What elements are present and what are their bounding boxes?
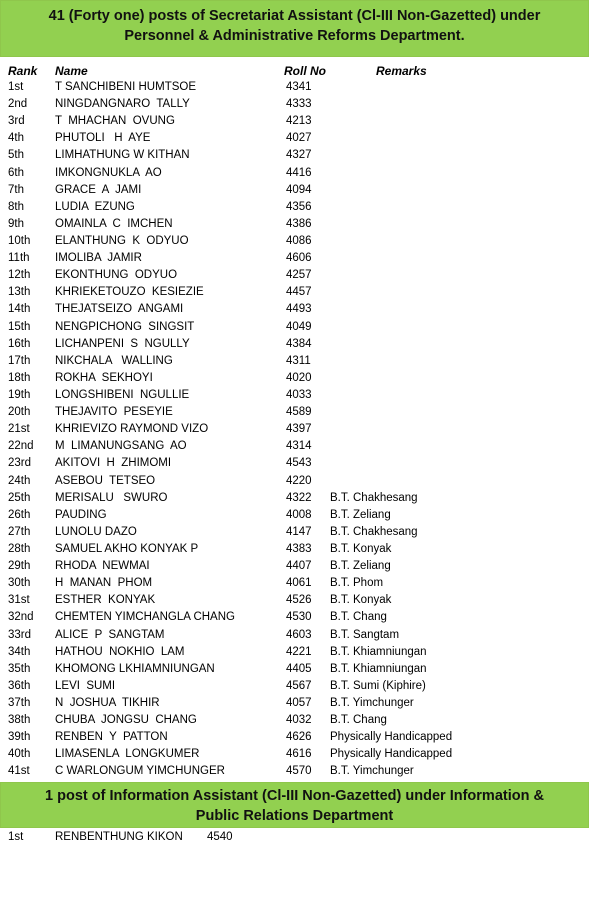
rank-cell: 36th [8, 679, 31, 692]
roll-no-cell: 4386 [286, 217, 312, 230]
name-cell: C WARLONGUM YIMCHUNGER [55, 765, 225, 778]
column-header-remarks: Remarks [376, 64, 427, 78]
name-cell: ESTHER KONYAK [55, 594, 156, 607]
rank-cell: 10th [8, 234, 31, 247]
table-row [0, 592, 591, 609]
rank-cell: 5th [8, 149, 24, 162]
table-row [0, 524, 591, 541]
table-row [0, 541, 591, 558]
roll-no-cell: 4356 [286, 200, 312, 213]
roll-no-cell: 4407 [286, 560, 312, 573]
name-cell: AKITOVI H ZHIMOMI [55, 457, 172, 470]
table-row [0, 695, 591, 712]
table-row [0, 438, 591, 455]
roll-no-cell: 4543 [286, 457, 312, 470]
name-cell: KHRIEKETOUZO KESIEZIE [55, 286, 204, 299]
roll-no-cell: 4020 [286, 371, 312, 384]
rank-cell: 3rd [8, 115, 25, 128]
name-cell: NINGDANGNARO TALLY [55, 98, 190, 111]
name-cell: KHRIEVIZO RAYMOND VIZO [55, 423, 209, 436]
name-cell: T MHACHAN OVUNG [55, 115, 175, 128]
name-cell: ELANTHUNG K ODYUO [55, 234, 189, 247]
roll-no-cell: 4405 [286, 662, 312, 675]
rank-cell: 18th [8, 371, 31, 384]
name-cell: IMKONGNUKLA AO [55, 166, 162, 179]
name-cell: ALICE P SANGTAM [55, 628, 165, 641]
section-2-title-line-1: 1 post of Information Assistant (Cl-III Non-Gazetted) under Information & [45, 788, 544, 804]
roll-no-cell: 4086 [286, 234, 312, 247]
name-cell: LONGSHIBENI NGULLIE [55, 388, 190, 401]
section-1-title-banner [0, 0, 589, 57]
rank-cell: 17th [8, 354, 31, 367]
name-cell: PAUDING [55, 508, 107, 521]
roll-no-cell: 4094 [286, 183, 312, 196]
roll-no-cell: 4220 [286, 474, 312, 487]
roll-no-cell: 4147 [286, 525, 312, 538]
roll-no-cell: 4057 [286, 696, 312, 709]
name-cell: NENGPICHONG SINGSIT [55, 320, 195, 333]
remarks-cell: B.T. Chakhesang [330, 525, 418, 538]
remarks-cell: B.T. Konyak [330, 594, 392, 607]
rank-cell: 25th [8, 491, 31, 504]
table-row [0, 507, 591, 524]
rank-cell: 9th [8, 217, 24, 230]
rank-cell: 15th [8, 320, 31, 333]
rank-cell: 23rd [8, 457, 32, 470]
name-cell: MERISALU SWURO [55, 491, 168, 504]
table-row [0, 729, 591, 746]
remarks-cell: B.T. Sangtam [330, 628, 400, 641]
roll-no-cell: 4526 [286, 594, 312, 607]
roll-no-cell: 4061 [286, 577, 312, 590]
section-2-roll-no: 4540 [207, 831, 233, 843]
name-cell: NIKCHALA WALLING [55, 354, 173, 367]
remarks-cell: B.T. Yimchunger [330, 765, 414, 778]
roll-no-cell: 4416 [286, 166, 312, 179]
table-row [0, 627, 591, 644]
remarks-cell: B.T. Chang [330, 611, 387, 624]
name-cell: RENBEN Y PATTON [55, 731, 168, 744]
section-2-candidate-row [0, 829, 591, 846]
remarks-cell: Physically Handicapped [330, 748, 453, 761]
name-cell: T SANCHIBENI HUMTSOE [55, 81, 196, 93]
table-row [0, 763, 591, 780]
name-cell: SAMUEL AKHO KONYAK P [55, 542, 199, 555]
name-cell: LUDIA EZUNG [55, 200, 135, 213]
rank-cell: 14th [8, 303, 31, 316]
roll-no-cell: 4384 [286, 337, 312, 350]
name-cell: THEJAVITO PESEYIE [55, 406, 173, 419]
name-cell: LEVI SUMI [55, 679, 116, 692]
roll-no-cell: 4221 [286, 645, 312, 658]
rank-cell: 31st [8, 594, 30, 607]
section-2-rank: 1st [8, 831, 24, 843]
column-header-roll-no: Roll No [284, 64, 326, 78]
roll-no-cell: 4327 [286, 149, 312, 162]
rank-cell: 41st [8, 765, 30, 778]
table-row [0, 113, 591, 130]
remarks-cell: B.T. Yimchunger [330, 696, 414, 709]
roll-no-cell: 4213 [286, 115, 312, 128]
rank-cell: 20th [8, 406, 31, 419]
table-row [0, 558, 591, 575]
column-header-row [0, 62, 591, 79]
name-cell: ASEBOU TETSEO [55, 474, 156, 487]
rank-cell: 40th [8, 748, 31, 761]
name-cell: LUNOLU DAZO [55, 525, 137, 538]
table-row [0, 216, 591, 233]
name-cell: OMAINLA C IMCHEN [55, 217, 173, 230]
roll-no-cell: 4257 [286, 269, 312, 282]
rank-cell: 21st [8, 423, 30, 436]
roll-no-cell: 4033 [286, 388, 312, 401]
name-cell: IMOLIBA JAMIR [55, 252, 142, 265]
name-cell: CHUBA JONGSU CHANG [55, 714, 197, 727]
roll-no-cell: 4311 [286, 354, 311, 367]
roll-no-cell: 4493 [286, 303, 312, 316]
section-2-title-banner [0, 782, 589, 828]
name-cell: EKONTHUNG ODYUO [55, 269, 178, 282]
rank-cell: 26th [8, 508, 31, 521]
table-row [0, 301, 591, 318]
roll-no-cell: 4626 [286, 731, 312, 744]
name-cell: M LIMANUNGSANG AO [55, 440, 187, 453]
roll-no-cell: 4383 [286, 542, 312, 555]
roll-no-cell: 4341 [286, 81, 312, 93]
rank-cell: 38th [8, 714, 31, 727]
rank-cell: 35th [8, 662, 31, 675]
roll-no-cell: 4570 [286, 765, 312, 778]
rank-cell: 39th [8, 731, 31, 744]
rank-cell: 32nd [8, 611, 34, 624]
remarks-cell: B.T. Chang [330, 714, 387, 727]
table-row [0, 250, 591, 267]
section-2-title-line-2: Public Relations Department [195, 808, 394, 824]
table-row [0, 199, 591, 216]
rank-cell: 22nd [8, 440, 34, 453]
table-row [0, 455, 591, 472]
table-row [0, 370, 591, 387]
roll-no-cell: 4008 [286, 508, 312, 521]
rank-cell: 19th [8, 388, 31, 401]
table-row [0, 353, 591, 370]
roll-no-cell: 4603 [286, 628, 312, 641]
table-row [0, 421, 591, 438]
remarks-cell: B.T. Phom [330, 577, 384, 590]
rank-cell: 1st [8, 81, 24, 93]
rank-cell: 24th [8, 474, 31, 487]
name-cell: N JOSHUA TIKHIR [55, 696, 160, 709]
table-row [0, 404, 591, 421]
rank-cell: 34th [8, 645, 31, 658]
name-cell: GRACE A JAMI [55, 183, 142, 196]
table-row [0, 319, 591, 336]
roll-no-cell: 4314 [286, 440, 312, 453]
rank-cell: 27th [8, 525, 31, 538]
rank-cell: 8th [8, 200, 24, 213]
remarks-cell: Physically Handicapped [330, 731, 453, 744]
roll-no-cell: 4049 [286, 320, 312, 333]
name-cell: HATHOU NOKHIO LAM [55, 645, 185, 658]
name-cell: H MANAN PHOM [55, 577, 153, 590]
rank-cell: 13th [8, 286, 31, 299]
roll-no-cell: 4322 [286, 491, 312, 504]
candidate-list [0, 79, 591, 780]
table-row [0, 387, 591, 404]
table-row [0, 644, 591, 661]
name-cell: CHEMTEN YIMCHANGLA CHANG [55, 611, 235, 624]
rank-cell: 4th [8, 132, 24, 145]
rank-cell: 6th [8, 166, 24, 179]
roll-no-cell: 4333 [286, 98, 312, 111]
roll-no-cell: 4606 [286, 252, 312, 265]
remarks-cell: B.T. Zeliang [330, 508, 391, 521]
name-cell: PHUTOLI H AYE [55, 132, 151, 145]
remarks-cell: B.T. Zeliang [330, 560, 391, 573]
table-row [0, 336, 591, 353]
roll-no-cell: 4457 [286, 286, 312, 299]
roll-no-cell: 4567 [286, 679, 312, 692]
name-cell: KHOMONG LKHIAMNIUNGAN [55, 662, 215, 675]
table-row [0, 609, 591, 626]
roll-no-cell: 4397 [286, 423, 312, 436]
section-1-title-line-2: Personnel & Administrative Reforms Department. [124, 28, 465, 44]
roll-no-cell: 4589 [286, 406, 312, 419]
roll-no-cell: 4530 [286, 611, 312, 624]
name-cell: LICHANPENI S NGULLY [55, 337, 190, 350]
table-row [0, 79, 591, 96]
rank-cell: 29th [8, 560, 31, 573]
column-header-rank: Rank [8, 64, 38, 78]
table-row [0, 267, 591, 284]
table-row [0, 165, 591, 182]
section-2-name: RENBENTHUNG KIKON [55, 831, 183, 843]
table-row [0, 147, 591, 164]
name-cell: LIMASENLA LONGKUMER [55, 748, 200, 761]
table-row [0, 746, 591, 763]
rank-cell: 28th [8, 542, 31, 555]
roll-no-cell: 4616 [286, 748, 312, 761]
table-row [0, 96, 591, 113]
table-row [0, 233, 591, 250]
name-cell: RHODA NEWMAI [55, 560, 150, 573]
column-header-name: Name [55, 64, 88, 78]
table-row [0, 575, 591, 592]
rank-cell: 11th [8, 252, 30, 265]
table-row [0, 490, 591, 507]
table-row [0, 130, 591, 147]
remarks-cell: B.T. Sumi (Kiphire) [330, 679, 426, 692]
roll-no-cell: 4027 [286, 132, 312, 145]
remarks-cell: B.T. Khiamniungan [330, 662, 427, 675]
rank-cell: 30th [8, 577, 31, 590]
rank-cell: 16th [8, 337, 31, 350]
remarks-cell: B.T. Chakhesang [330, 491, 418, 504]
name-cell: THEJATSEIZO ANGAMI [55, 303, 184, 316]
rank-cell: 7th [8, 183, 24, 196]
table-row [0, 712, 591, 729]
table-row [0, 678, 591, 695]
table-row [0, 284, 591, 301]
name-cell: LIMHATHUNG W KITHAN [55, 149, 190, 162]
rank-cell: 2nd [8, 98, 28, 111]
remarks-cell: B.T. Konyak [330, 542, 392, 555]
roll-no-cell: 4032 [286, 714, 312, 727]
table-row [0, 182, 591, 199]
rank-cell: 12th [8, 269, 31, 282]
name-cell: ROKHA SEKHOYI [55, 371, 153, 384]
rank-cell: 33rd [8, 628, 32, 641]
remarks-cell: B.T. Khiamniungan [330, 645, 427, 658]
rank-cell: 37th [8, 696, 31, 709]
section-1-title-line-1: 41 (Forty one) posts of Secretariat Assistant (Cl-III Non-Gazetted) under [48, 8, 541, 24]
table-row [0, 473, 591, 490]
table-row [0, 661, 591, 678]
